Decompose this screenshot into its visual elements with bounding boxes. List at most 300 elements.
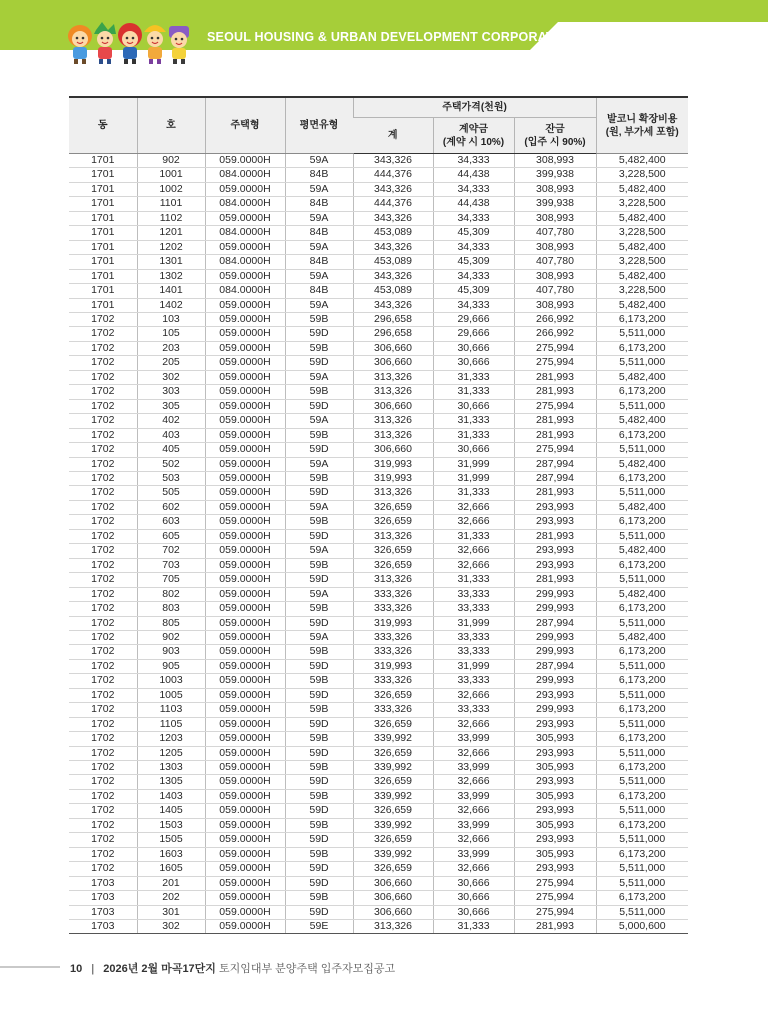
cell-ho: 405 xyxy=(137,443,205,457)
cell-ho: 1303 xyxy=(137,761,205,775)
cell-housing-type: 059.0000H xyxy=(205,645,285,659)
cell-balance: 287,994 xyxy=(514,659,596,673)
cell-ho: 705 xyxy=(137,573,205,587)
cell-total: 313,326 xyxy=(353,529,433,543)
cell-dong: 1702 xyxy=(69,746,137,760)
cell-balance: 308,993 xyxy=(514,211,596,225)
cell-deposit: 33,999 xyxy=(433,761,514,775)
cell-dong: 1702 xyxy=(69,443,137,457)
cell-housing-type: 059.0000H xyxy=(205,630,285,644)
table-row xyxy=(69,674,688,688)
footer-title: 토지임대부 분양주택 입주자모집공고 xyxy=(219,963,396,975)
cell-balcony: 3,228,500 xyxy=(596,284,688,298)
table-row xyxy=(69,284,688,298)
cell-ho: 302 xyxy=(137,920,205,934)
cell-dong: 1701 xyxy=(69,255,137,269)
cell-balance: 299,993 xyxy=(514,645,596,659)
cell-deposit: 34,333 xyxy=(433,240,514,254)
table-row xyxy=(69,905,688,919)
cell-balance: 281,993 xyxy=(514,385,596,399)
cell-balance: 266,992 xyxy=(514,327,596,341)
cell-plan-type: 59D xyxy=(285,659,353,673)
cell-balcony: 6,173,200 xyxy=(596,385,688,399)
cell-deposit: 32,666 xyxy=(433,500,514,514)
col-header-ho: 호 xyxy=(137,97,205,154)
cell-ho: 402 xyxy=(137,414,205,428)
cell-balance: 308,993 xyxy=(514,240,596,254)
cell-ho: 205 xyxy=(137,356,205,370)
table-row xyxy=(69,414,688,428)
cell-dong: 1701 xyxy=(69,284,137,298)
deposit-header-line1: 계약금 xyxy=(459,123,488,135)
cell-plan-type: 59D xyxy=(285,862,353,876)
col-header-housing-type: 주택형 xyxy=(205,97,285,154)
cell-ho: 1305 xyxy=(137,775,205,789)
table-row xyxy=(69,529,688,543)
cell-balance: 266,992 xyxy=(514,312,596,326)
cell-housing-type: 059.0000H xyxy=(205,862,285,876)
col-header-balance xyxy=(514,118,596,154)
cell-balance: 305,993 xyxy=(514,761,596,775)
cell-housing-type: 059.0000H xyxy=(205,674,285,688)
cell-dong: 1702 xyxy=(69,775,137,789)
cell-dong: 1702 xyxy=(69,370,137,384)
cell-balcony: 6,173,200 xyxy=(596,341,688,355)
cell-balcony: 6,173,200 xyxy=(596,674,688,688)
cell-ho: 1002 xyxy=(137,182,205,196)
cell-deposit: 33,999 xyxy=(433,789,514,803)
cell-total: 453,089 xyxy=(353,255,433,269)
cell-deposit: 30,666 xyxy=(433,356,514,370)
cell-total: 343,326 xyxy=(353,182,433,196)
cell-housing-type: 059.0000H xyxy=(205,327,285,341)
cell-deposit: 32,666 xyxy=(433,833,514,847)
table-row xyxy=(69,370,688,384)
cell-dong: 1702 xyxy=(69,789,137,803)
cell-housing-type: 059.0000H xyxy=(205,833,285,847)
cell-total: 444,376 xyxy=(353,168,433,182)
cell-plan-type: 59B xyxy=(285,645,353,659)
cell-total: 306,660 xyxy=(353,891,433,905)
cell-ho: 603 xyxy=(137,515,205,529)
cell-plan-type: 59A xyxy=(285,298,353,312)
cell-balance: 293,993 xyxy=(514,558,596,572)
cell-balcony: 5,482,400 xyxy=(596,500,688,514)
cell-plan-type: 84B xyxy=(285,226,353,240)
cell-deposit: 31,333 xyxy=(433,370,514,384)
cell-balcony: 5,482,400 xyxy=(596,298,688,312)
table-row xyxy=(69,385,688,399)
cell-dong: 1702 xyxy=(69,630,137,644)
cell-balance: 275,994 xyxy=(514,341,596,355)
cell-plan-type: 84B xyxy=(285,168,353,182)
table-row xyxy=(69,298,688,312)
cell-balcony: 5,482,400 xyxy=(596,414,688,428)
cell-balcony: 5,511,000 xyxy=(596,862,688,876)
cell-balance: 305,993 xyxy=(514,732,596,746)
cell-total: 343,326 xyxy=(353,269,433,283)
cell-balance: 281,993 xyxy=(514,573,596,587)
cell-balance: 275,994 xyxy=(514,876,596,890)
cell-deposit: 33,333 xyxy=(433,703,514,717)
cell-housing-type: 059.0000H xyxy=(205,486,285,500)
cell-deposit: 34,333 xyxy=(433,182,514,196)
table-row xyxy=(69,847,688,861)
cell-plan-type: 59D xyxy=(285,905,353,919)
cell-total: 313,326 xyxy=(353,370,433,384)
cell-dong: 1702 xyxy=(69,818,137,832)
cell-balance: 281,993 xyxy=(514,529,596,543)
cell-total: 296,658 xyxy=(353,312,433,326)
cell-dong: 1702 xyxy=(69,862,137,876)
table-row xyxy=(69,154,688,168)
cell-balcony: 6,173,200 xyxy=(596,789,688,803)
cell-housing-type: 059.0000H xyxy=(205,775,285,789)
cell-plan-type: 59E xyxy=(285,920,353,934)
cell-total: 319,993 xyxy=(353,471,433,485)
cell-balcony: 6,173,200 xyxy=(596,602,688,616)
cell-deposit: 33,333 xyxy=(433,645,514,659)
cell-deposit: 32,666 xyxy=(433,515,514,529)
cell-ho: 203 xyxy=(137,341,205,355)
cell-housing-type: 084.0000H xyxy=(205,197,285,211)
table-row xyxy=(69,645,688,659)
cell-total: 306,660 xyxy=(353,905,433,919)
cell-housing-type: 084.0000H xyxy=(205,226,285,240)
cell-balcony: 5,511,000 xyxy=(596,746,688,760)
cell-deposit: 45,309 xyxy=(433,226,514,240)
table-row xyxy=(69,587,688,601)
cell-plan-type: 59D xyxy=(285,529,353,543)
cell-ho: 1203 xyxy=(137,732,205,746)
cell-deposit: 30,666 xyxy=(433,876,514,890)
cell-balcony: 5,511,000 xyxy=(596,876,688,890)
cell-deposit: 45,309 xyxy=(433,255,514,269)
cell-housing-type: 059.0000H xyxy=(205,804,285,818)
cell-balcony: 5,511,000 xyxy=(596,486,688,500)
cell-plan-type: 59A xyxy=(285,182,353,196)
cell-plan-type: 59A xyxy=(285,370,353,384)
cell-balance: 407,780 xyxy=(514,284,596,298)
cell-housing-type: 059.0000H xyxy=(205,154,285,168)
cell-dong: 1702 xyxy=(69,341,137,355)
cell-ho: 1105 xyxy=(137,717,205,731)
table-row xyxy=(69,428,688,442)
page-footer xyxy=(70,960,395,976)
cell-ho: 903 xyxy=(137,645,205,659)
cell-plan-type: 59B xyxy=(285,558,353,572)
cell-plan-type: 84B xyxy=(285,284,353,298)
balance-header-line1: 잔금 xyxy=(545,123,565,135)
cell-balance: 399,938 xyxy=(514,197,596,211)
cell-dong: 1701 xyxy=(69,182,137,196)
cell-plan-type: 59B xyxy=(285,703,353,717)
table-row xyxy=(69,341,688,355)
cell-total: 333,326 xyxy=(353,587,433,601)
cell-balcony: 6,173,200 xyxy=(596,428,688,442)
cell-dong: 1701 xyxy=(69,298,137,312)
cell-balance: 293,993 xyxy=(514,717,596,731)
cell-housing-type: 059.0000H xyxy=(205,370,285,384)
cell-balance: 299,993 xyxy=(514,602,596,616)
cell-plan-type: 59B xyxy=(285,789,353,803)
cell-balance: 281,993 xyxy=(514,486,596,500)
cell-balcony: 5,482,400 xyxy=(596,269,688,283)
table-row xyxy=(69,182,688,196)
cell-dong: 1702 xyxy=(69,327,137,341)
cell-housing-type: 059.0000H xyxy=(205,602,285,616)
cell-dong: 1702 xyxy=(69,674,137,688)
cell-dong: 1703 xyxy=(69,920,137,934)
cell-ho: 605 xyxy=(137,529,205,543)
cell-balcony: 6,173,200 xyxy=(596,847,688,861)
cell-deposit: 33,333 xyxy=(433,587,514,601)
cell-deposit: 44,438 xyxy=(433,168,514,182)
table-row xyxy=(69,761,688,775)
cell-dong: 1702 xyxy=(69,312,137,326)
cell-dong: 1702 xyxy=(69,659,137,673)
cell-total: 339,992 xyxy=(353,789,433,803)
table-row xyxy=(69,168,688,182)
cell-housing-type: 059.0000H xyxy=(205,500,285,514)
cell-deposit: 34,333 xyxy=(433,211,514,225)
cell-housing-type: 059.0000H xyxy=(205,746,285,760)
housing-price-table xyxy=(69,96,688,934)
cell-ho: 403 xyxy=(137,428,205,442)
col-header-balcony xyxy=(596,97,688,154)
cell-ho: 802 xyxy=(137,587,205,601)
cell-housing-type: 084.0000H xyxy=(205,168,285,182)
table-row xyxy=(69,515,688,529)
table-row xyxy=(69,327,688,341)
table-row xyxy=(69,703,688,717)
table-row xyxy=(69,255,688,269)
cell-total: 343,326 xyxy=(353,240,433,254)
cell-dong: 1702 xyxy=(69,385,137,399)
cell-plan-type: 59A xyxy=(285,587,353,601)
cell-deposit: 34,333 xyxy=(433,298,514,312)
cell-deposit: 31,333 xyxy=(433,573,514,587)
cell-housing-type: 059.0000H xyxy=(205,558,285,572)
cell-dong: 1702 xyxy=(69,688,137,702)
cell-ho: 1605 xyxy=(137,862,205,876)
cell-balance: 305,993 xyxy=(514,789,596,803)
cell-ho: 502 xyxy=(137,457,205,471)
cell-plan-type: 59D xyxy=(285,717,353,731)
cell-deposit: 32,666 xyxy=(433,775,514,789)
cell-housing-type: 059.0000H xyxy=(205,732,285,746)
footer-rule xyxy=(0,966,60,968)
cell-housing-type: 059.0000H xyxy=(205,876,285,890)
cell-ho: 1505 xyxy=(137,833,205,847)
cell-balcony: 5,511,000 xyxy=(596,399,688,413)
cell-total: 453,089 xyxy=(353,284,433,298)
cell-total: 313,326 xyxy=(353,486,433,500)
cell-balance: 293,993 xyxy=(514,688,596,702)
cell-balance: 305,993 xyxy=(514,818,596,832)
cell-plan-type: 59B xyxy=(285,891,353,905)
cell-balcony: 6,173,200 xyxy=(596,558,688,572)
cell-balcony: 6,173,200 xyxy=(596,818,688,832)
cell-balance: 293,993 xyxy=(514,862,596,876)
cell-total: 326,659 xyxy=(353,688,433,702)
col-header-dong: 동 xyxy=(69,97,137,154)
cell-total: 453,089 xyxy=(353,226,433,240)
cell-balance: 299,993 xyxy=(514,674,596,688)
cell-housing-type: 059.0000H xyxy=(205,414,285,428)
cell-deposit: 33,999 xyxy=(433,818,514,832)
cell-balcony: 6,173,200 xyxy=(596,515,688,529)
cell-plan-type: 59D xyxy=(285,327,353,341)
cell-dong: 1701 xyxy=(69,197,137,211)
cell-ho: 1603 xyxy=(137,847,205,861)
cell-plan-type: 59A xyxy=(285,211,353,225)
table-row xyxy=(69,717,688,731)
cell-dong: 1702 xyxy=(69,457,137,471)
table-row xyxy=(69,312,688,326)
table-row xyxy=(69,818,688,832)
cell-plan-type: 59A xyxy=(285,544,353,558)
col-header-total: 계 xyxy=(353,118,433,154)
cell-housing-type: 059.0000H xyxy=(205,573,285,587)
cell-deposit: 32,666 xyxy=(433,746,514,760)
table-row xyxy=(69,775,688,789)
cell-housing-type: 059.0000H xyxy=(205,789,285,803)
table-row xyxy=(69,443,688,457)
cell-dong: 1702 xyxy=(69,833,137,847)
cell-housing-type: 059.0000H xyxy=(205,443,285,457)
cell-deposit: 32,666 xyxy=(433,544,514,558)
cell-balcony: 3,228,500 xyxy=(596,168,688,182)
cell-balcony: 5,511,000 xyxy=(596,356,688,370)
cell-total: 339,992 xyxy=(353,847,433,861)
cell-plan-type: 59D xyxy=(285,804,353,818)
cell-dong: 1702 xyxy=(69,847,137,861)
cell-balance: 281,993 xyxy=(514,428,596,442)
cell-deposit: 31,999 xyxy=(433,471,514,485)
table-row xyxy=(69,399,688,413)
cell-ho: 201 xyxy=(137,876,205,890)
cell-plan-type: 59A xyxy=(285,630,353,644)
cell-ho: 1301 xyxy=(137,255,205,269)
cell-ho: 805 xyxy=(137,616,205,630)
cell-total: 343,326 xyxy=(353,211,433,225)
cell-housing-type: 059.0000H xyxy=(205,544,285,558)
table-row xyxy=(69,211,688,225)
cell-housing-type: 059.0000H xyxy=(205,761,285,775)
cell-balcony: 5,511,000 xyxy=(596,659,688,673)
cell-balance: 399,938 xyxy=(514,168,596,182)
cell-ho: 702 xyxy=(137,544,205,558)
cell-plan-type: 84B xyxy=(285,197,353,211)
cell-balcony: 5,482,400 xyxy=(596,587,688,601)
cell-housing-type: 059.0000H xyxy=(205,385,285,399)
cell-balance: 293,993 xyxy=(514,804,596,818)
cell-balcony: 5,482,400 xyxy=(596,154,688,168)
col-header-deposit xyxy=(433,118,514,154)
cell-dong: 1702 xyxy=(69,587,137,601)
cell-deposit: 32,666 xyxy=(433,862,514,876)
cell-plan-type: 59B xyxy=(285,428,353,442)
balcony-header-line1: 발코니 확장비용 xyxy=(607,113,678,125)
cell-total: 313,326 xyxy=(353,428,433,442)
balance-header-line2: (입주 시 90%) xyxy=(524,136,586,148)
table-row xyxy=(69,544,688,558)
cell-total: 326,659 xyxy=(353,717,433,731)
cell-balcony: 6,173,200 xyxy=(596,471,688,485)
cell-balcony: 6,173,200 xyxy=(596,645,688,659)
cell-dong: 1702 xyxy=(69,544,137,558)
cell-plan-type: 59B xyxy=(285,385,353,399)
cell-balcony: 5,511,000 xyxy=(596,688,688,702)
cell-housing-type: 059.0000H xyxy=(205,905,285,919)
cell-total: 313,326 xyxy=(353,920,433,934)
cell-ho: 1005 xyxy=(137,688,205,702)
cell-balance: 281,993 xyxy=(514,920,596,934)
cell-balcony: 6,173,200 xyxy=(596,703,688,717)
cell-plan-type: 59D xyxy=(285,833,353,847)
cell-housing-type: 059.0000H xyxy=(205,703,285,717)
cell-dong: 1702 xyxy=(69,761,137,775)
cell-deposit: 32,666 xyxy=(433,688,514,702)
cell-plan-type: 59D xyxy=(285,746,353,760)
cell-deposit: 30,666 xyxy=(433,341,514,355)
cell-ho: 503 xyxy=(137,471,205,485)
cell-total: 306,660 xyxy=(353,399,433,413)
cell-ho: 1302 xyxy=(137,269,205,283)
cell-balcony: 5,482,400 xyxy=(596,544,688,558)
cell-balance: 308,993 xyxy=(514,182,596,196)
balcony-header-line2: (원, 부가세 포함) xyxy=(605,126,679,138)
cell-housing-type: 059.0000H xyxy=(205,269,285,283)
cell-plan-type: 84B xyxy=(285,255,353,269)
cell-dong: 1701 xyxy=(69,226,137,240)
cell-housing-type: 059.0000H xyxy=(205,428,285,442)
table-row xyxy=(69,630,688,644)
cell-ho: 1001 xyxy=(137,168,205,182)
cell-balance: 308,993 xyxy=(514,298,596,312)
cell-plan-type: 59A xyxy=(285,414,353,428)
cell-deposit: 31,333 xyxy=(433,385,514,399)
cell-plan-type: 59A xyxy=(285,269,353,283)
cell-dong: 1701 xyxy=(69,168,137,182)
cell-total: 313,326 xyxy=(353,573,433,587)
cell-deposit: 30,666 xyxy=(433,399,514,413)
table-body xyxy=(69,154,688,934)
cell-total: 333,326 xyxy=(353,703,433,717)
cell-plan-type: 59B xyxy=(285,818,353,832)
cell-plan-type: 59B xyxy=(285,471,353,485)
cell-ho: 902 xyxy=(137,630,205,644)
cell-total: 333,326 xyxy=(353,630,433,644)
cell-deposit: 31,999 xyxy=(433,616,514,630)
cell-balance: 299,993 xyxy=(514,703,596,717)
cell-balance: 275,994 xyxy=(514,891,596,905)
cell-ho: 1403 xyxy=(137,789,205,803)
table-row xyxy=(69,659,688,673)
table-row xyxy=(69,269,688,283)
cell-deposit: 31,333 xyxy=(433,428,514,442)
cell-dong: 1702 xyxy=(69,573,137,587)
cell-dong: 1701 xyxy=(69,154,137,168)
cell-plan-type: 59D xyxy=(285,876,353,890)
cell-balcony: 6,173,200 xyxy=(596,891,688,905)
cell-balcony: 5,511,000 xyxy=(596,327,688,341)
cell-balance: 293,993 xyxy=(514,833,596,847)
cell-ho: 1201 xyxy=(137,226,205,240)
cell-balcony: 5,511,000 xyxy=(596,529,688,543)
cell-balcony: 5,000,600 xyxy=(596,920,688,934)
